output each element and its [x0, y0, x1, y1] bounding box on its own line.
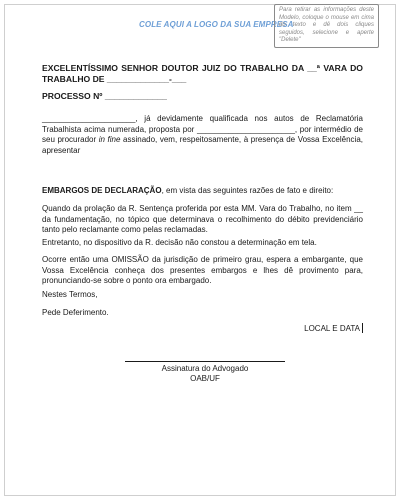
signature-name: Assinatura do Advogado — [161, 364, 249, 373]
signature-line — [125, 361, 285, 362]
embargos-rest: , em vista das seguintes razões de fato e direito: — [161, 186, 334, 195]
intro-part1: _____________________, já devidamente qualificada nos autos de Reclamatória Trabalhista acima numerada, proposta por ______________________, por intermédio de seu procurador — [42, 114, 363, 144]
intro-in-fine: in fine — [98, 135, 121, 144]
logo-placeholder: COLE AQUI A LOGO DA SUA EMPRESA — [139, 20, 294, 29]
local-e-data[interactable] — [304, 323, 363, 333]
embargos-title: EMBARGOS DE DECLARAÇÃO — [42, 186, 162, 195]
instruction-note: Para retirar as informações deste Modelo, coloque o mouse em cima do texto e dê dois cliques seguidos, selecione e aperte "Delete" — [274, 4, 379, 48]
paragraph-quando: Quando da prolação da R. Sentença proferida por esta MM. Vara do Trabalho, no item __ da fundamentação, no tópico que determinava o recolhimento do débito previdenciário tanto pelo reclamante como pelas reclamadas. — [42, 204, 363, 234]
signature-oab: OAB/UF — [190, 374, 220, 383]
text-cursor — [362, 323, 363, 333]
court-header: EXCELENTÍSSIMO SENHOR DOUTOR JUIZ DO TRABALHO DA __ª VARA DO TRABALHO DE _____________-___ — [42, 63, 363, 84]
paragraph-nestes-termos: Nestes Termos, — [42, 290, 98, 299]
intro-part2: assinado, vem, respeitosamente, à presença de Vossa Excelência, apresentar — [42, 135, 363, 155]
document-page — [4, 4, 396, 496]
local-e-data-text: LOCAL E DATA — [304, 324, 360, 333]
paragraph-entretanto: Entretanto, no dispositivo da R. decisão não constou a determinação em tela. — [42, 238, 317, 247]
process-number: PROCESSO Nº _____________ — [42, 91, 167, 101]
paragraph-pede-deferimento: Pede Deferimento. — [42, 308, 109, 317]
embargos-paragraph — [42, 186, 363, 197]
paragraph-ocorre: Ocorre então uma OMISSÃO da jurisdição de primeiro grau, espera a embargante, que Vossa Excelência conheça dos presentes embargos e lhes dê provimento para, pronunciando-se sobre o ponto ora embargado. — [42, 255, 363, 285]
intro-paragraph — [42, 114, 363, 156]
